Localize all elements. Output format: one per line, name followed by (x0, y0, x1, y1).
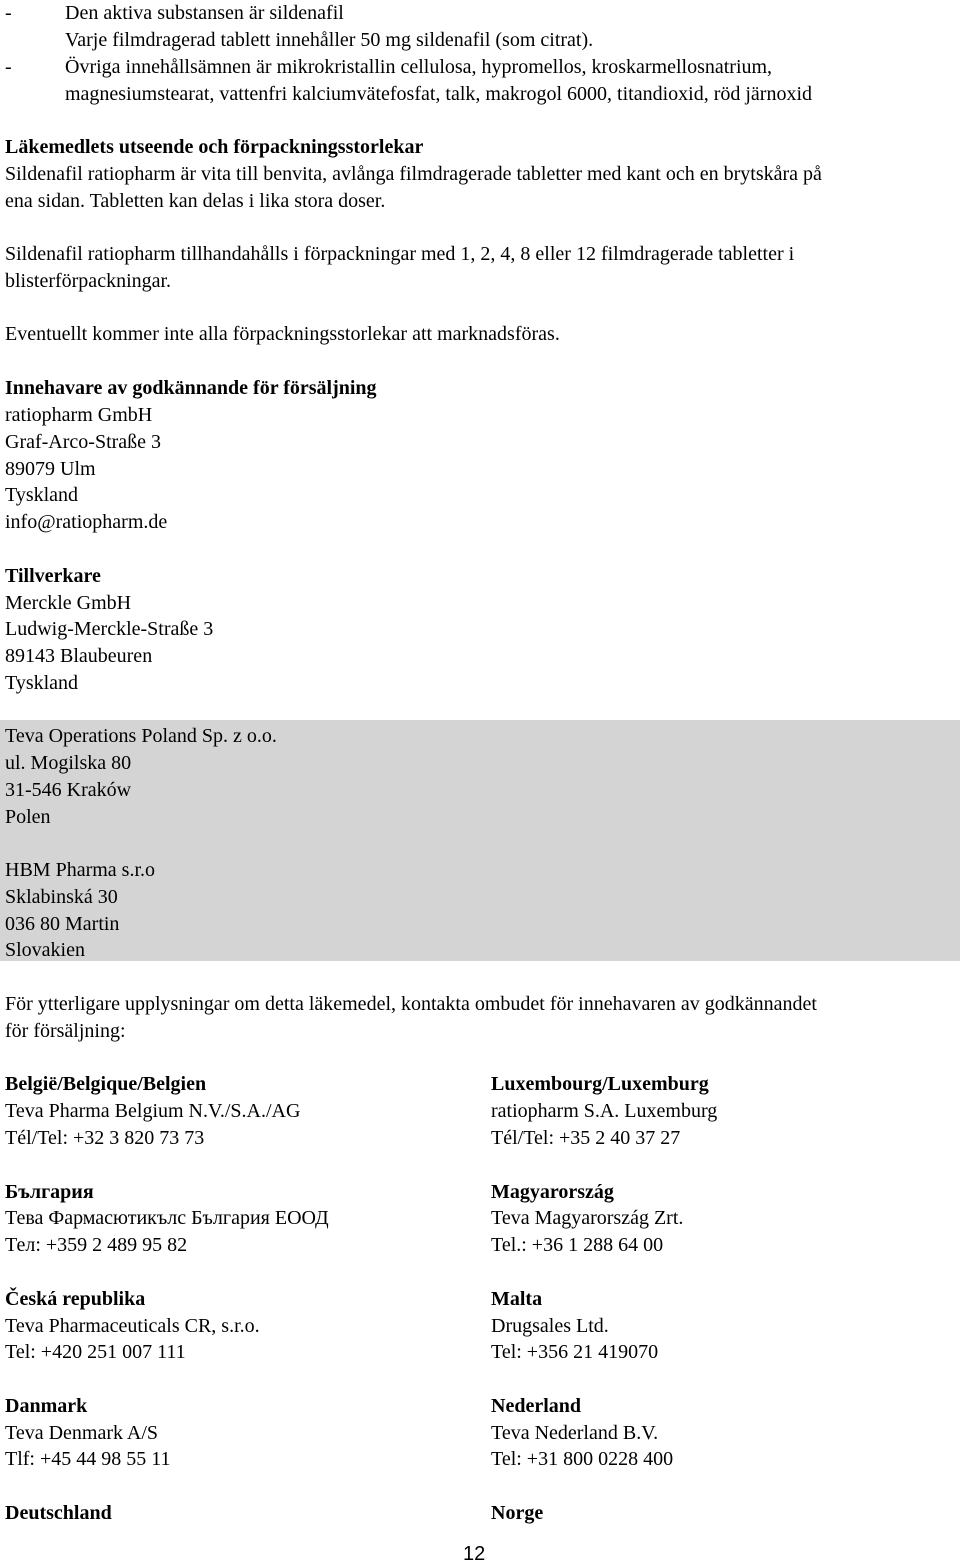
hbm-pharma-line: Slovakien (5, 939, 85, 961)
country-heading: Luxembourg/Luxemburg (491, 1073, 709, 1095)
country-heading: Malta (491, 1288, 543, 1310)
teva-poland-line: Polen (5, 806, 51, 828)
contact-phone: Tél/Tel: +35 2 40 37 27 (491, 1127, 681, 1149)
country-heading: България (5, 1181, 94, 1203)
contact-intro: för försäljning: (5, 1020, 126, 1042)
active-substance-line: Den aktiva substansen är sildenafil (65, 2, 344, 24)
holder-line: 89079 Ulm (5, 458, 96, 480)
contact-company: Teva Pharma Belgium N.V./S.A./AG (5, 1100, 301, 1122)
appearance-heading: Läkemedlets utseende och förpackningsstorlekar (5, 136, 424, 158)
manufacturer-line: Ludwig-Merckle-Straße 3 (5, 618, 214, 640)
country-heading: Deutschland (5, 1502, 112, 1524)
pack-sizes-paragraph: blisterförpackningar. (5, 270, 172, 292)
contact-phone: Тел: +359 2 489 95 82 (5, 1234, 188, 1256)
hbm-pharma-line: 036 80 Martin (5, 913, 120, 935)
other-ingredients-line: magnesiumstearat, vattenfri kalciumvätefosfat, talk, makrogol 6000, titandioxid, röd järnoxid (65, 83, 813, 105)
country-heading: Danmark (5, 1395, 88, 1417)
holder-line: ratiopharm GmbH (5, 404, 153, 426)
contact-phone: Tlf: +45 44 98 55 11 (5, 1448, 171, 1470)
country-heading: Česká republika (5, 1288, 146, 1310)
teva-poland-line: Teva Operations Poland Sp. z o.o. (5, 725, 277, 747)
contact-company: Teva Magyarország Zrt. (491, 1207, 684, 1229)
country-heading: Norge (491, 1502, 544, 1524)
appearance-paragraph: Sildenafil ratiopharm är vita till benvita, avlånga filmdragerade tabletter med kant och en brytskåra på (5, 163, 822, 185)
country-heading: Nederland (491, 1395, 581, 1417)
holder-line: Tyskland (5, 484, 79, 506)
contact-phone: Tel: +356 21 419070 (491, 1341, 659, 1363)
highlighted-manufacturers-block (0, 720, 960, 961)
contact-phone: Tel: +420 251 007 111 (5, 1341, 186, 1363)
manufacturer-line: Merckle GmbH (5, 592, 132, 614)
appearance-paragraph: ena sidan. Tabletten kan delas i lika stora doser. (5, 190, 386, 212)
contact-intro: För ytterligare upplysningar om detta läkemedel, kontakta ombudet för innehavaren av godkännandet (5, 993, 817, 1015)
page-number: 12 (463, 1543, 486, 1565)
bullet-marker: - (5, 56, 12, 78)
contact-company: ratiopharm S.A. Luxemburg (491, 1100, 718, 1122)
contact-company: Тева Фармасютикълс България ЕООД (5, 1207, 329, 1229)
contact-phone: Tel: +31 800 0228 400 (491, 1448, 674, 1470)
country-heading: Magyarország (491, 1181, 614, 1203)
teva-poland-line: ul. Mogilska 80 (5, 752, 132, 774)
manufacturer-line: Tyskland (5, 672, 79, 694)
manufacturer-heading: Tillverkare (5, 565, 101, 587)
pack-sizes-paragraph: Sildenafil ratiopharm tillhandahålls i förpackningar med 1, 2, 4, 8 eller 12 filmdragerade tabletter i (5, 243, 795, 265)
holder-line: Graf-Arco-Straße 3 (5, 431, 162, 453)
country-heading: België/Belgique/Belgien (5, 1073, 207, 1095)
contact-company: Teva Pharmaceuticals CR, s.r.o. (5, 1315, 260, 1337)
marketing-note: Eventuellt kommer inte alla förpackningsstorlekar att marknadsföras. (5, 323, 560, 345)
active-substance-detail: Varje filmdragerad tablett innehåller 50 mg sildenafil (som citrat). (65, 29, 594, 51)
holder-heading: Innehavare av godkännande för försäljning (5, 377, 377, 399)
contact-company: Teva Denmark A/S (5, 1422, 159, 1444)
manufacturer-line: 89143 Blaubeuren (5, 645, 153, 667)
contact-company: Teva Nederland B.V. (491, 1422, 659, 1444)
other-ingredients-line: Övriga innehållsämnen är mikrokristallin cellulosa, hypromellos, kroskarmellosnatrium, (65, 56, 773, 78)
hbm-pharma-line: HBM Pharma s.r.o (5, 859, 155, 881)
bullet-marker: - (5, 2, 12, 24)
teva-poland-line: 31-546 Kraków (5, 779, 132, 801)
contact-phone: Tél/Tel: +32 3 820 73 73 (5, 1127, 205, 1149)
contact-phone: Tel.: +36 1 288 64 00 (491, 1234, 664, 1256)
hbm-pharma-line: Sklabinská 30 (5, 886, 118, 908)
contact-company: Drugsales Ltd. (491, 1315, 609, 1337)
holder-email: info@ratiopharm.de (5, 511, 168, 533)
